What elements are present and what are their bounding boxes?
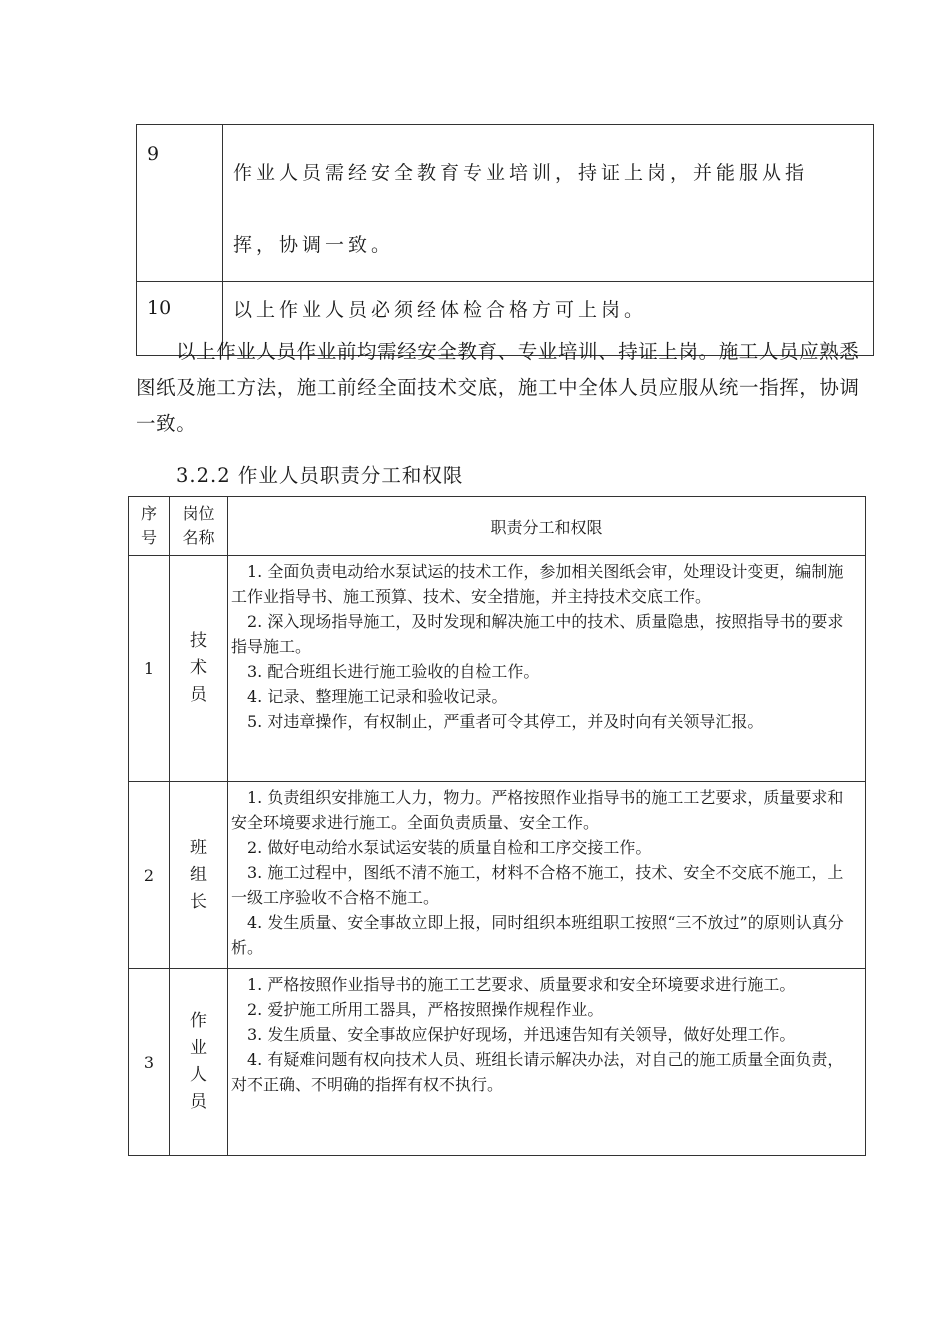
duty-item: 1. 负责组织安排施工人力，物力。严格按照作业指导书的施工工艺要求，质量要求和安全环境要求进行施工。全面负责质量、安全工作。 bbox=[231, 788, 844, 832]
duty-item: 4. 有疑难问题有权向技术人员、班组长请示解决办法，对自己的施工质量全面负责，对不正确、不明确的指挥有权不执行。 bbox=[231, 1050, 844, 1094]
row-number: 1 bbox=[129, 556, 170, 782]
duty-item: 1. 严格按照作业指导书的施工工艺要求、质量要求和安全环境要求进行施工。 bbox=[247, 975, 796, 994]
body-paragraph: 以上作业人员作业前均需经安全教育、专业培训、持证上岗。施工人员应熟悉图纸及施工方法，施工前经全面技术交底，施工中全体人员应服从统一指挥，协调一致。 bbox=[136, 340, 860, 435]
duty-list bbox=[228, 556, 866, 782]
duty-item: 2. 做好电动给水泵试运安装的质量自检和工序交接工作。 bbox=[247, 838, 652, 857]
row-number: 2 bbox=[129, 782, 170, 969]
duty-item: 1. 全面负责电动给水泵试运的技术工作，参加相关图纸会审，处理设计变更，编制施工作业指导书、施工预算、技术、安全措施，并主持技术交底工作。 bbox=[231, 562, 844, 606]
header-position: 岗位 名称 bbox=[170, 497, 228, 556]
duty-item: 4. 发生质量、安全事故立即上报，同时组织本班组职工按照“三不放过”的原则认真分析。 bbox=[231, 913, 844, 957]
requirements-table bbox=[136, 124, 874, 356]
duty-item: 5. 对违章操作，有权制止，严重者可令其停工，并及时向有关领导汇报。 bbox=[247, 712, 764, 731]
header-duty: 职责分工和权限 bbox=[228, 497, 866, 556]
position-name: 作 业 人 员 bbox=[170, 969, 228, 1156]
duty-table bbox=[128, 496, 866, 1156]
table-row bbox=[129, 782, 866, 969]
section-heading: 3.2.2 作业人员职责分工和权限 bbox=[176, 464, 464, 487]
table-row bbox=[129, 556, 866, 782]
duty-item: 3. 施工过程中，图纸不清不施工，材料不合格不施工，技术、安全不交底不施工，上一级工序验收不合格不施工。 bbox=[231, 863, 844, 907]
table-row bbox=[129, 969, 866, 1156]
duty-item: 4. 记录、整理施工记录和验收记录。 bbox=[247, 687, 508, 706]
header-number: 序 号 bbox=[129, 497, 170, 556]
row-number: 10 bbox=[137, 282, 223, 356]
duty-list bbox=[228, 969, 866, 1156]
row-number: 3 bbox=[129, 969, 170, 1156]
duty-item: 2. 深入现场指导施工，及时发现和解决施工中的技术、质量隐患，按照指导书的要求指导施工。 bbox=[231, 612, 844, 656]
duty-item: 2. 爱护施工所用工器具，严格按照操作规程作业。 bbox=[247, 1000, 604, 1019]
duty-item: 3. 发生质量、安全事故应保护好现场，并迅速告知有关领导，做好处理工作。 bbox=[247, 1025, 796, 1044]
row-number: 9 bbox=[137, 125, 223, 282]
position-name: 技 术 员 bbox=[170, 556, 228, 782]
duty-list bbox=[228, 782, 866, 969]
table-row bbox=[137, 125, 874, 282]
duty-item: 3. 配合班组长进行施工验收的自检工作。 bbox=[247, 662, 540, 681]
row-text: 作业人员需经安全教育专业培训，持证上岗，并能服从指 挥，协调一致。 bbox=[223, 125, 874, 282]
table-header-row bbox=[129, 497, 866, 556]
row-text: 以上作业人员必须经体检合格方可上岗。 bbox=[223, 282, 874, 356]
position-name: 班 组 长 bbox=[170, 782, 228, 969]
